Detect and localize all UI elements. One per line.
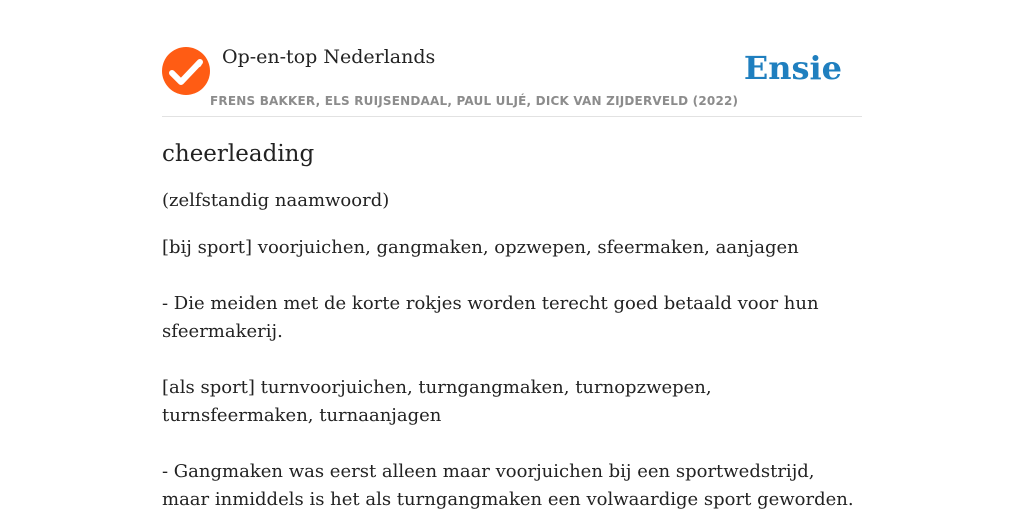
example-paragraph: - Gangmaken was eerst alleen maar voorjuichen bij een sportwedstrijd, maar inmiddels is het als turngangmaken een volwaardige sport geworden. bbox=[162, 461, 854, 510]
book-logo[interactable] bbox=[162, 47, 210, 95]
entry-word: cheerleading bbox=[162, 141, 315, 167]
definition-paragraph: [als sport] turnvoorjuichen, turngangmaken, turnopzwepen, turnsfeermaken, turnaanjagen bbox=[162, 377, 712, 426]
header bbox=[162, 0, 862, 117]
word-class: (zelfstandig naamwoord) bbox=[162, 190, 390, 211]
entry-content bbox=[162, 138, 862, 512]
definition-paragraph: [bij sport] voorjuichen, gangmaken, opzwepen, sfeermaken, aanjagen bbox=[162, 237, 799, 258]
example-paragraph: - Die meiden met de korte rokjes worden terecht goed betaald voor hun sfeermakerij. bbox=[162, 293, 819, 342]
brand-logo[interactable]: Ensie bbox=[743, 49, 842, 87]
book-title[interactable]: Op-en-top Nederlands bbox=[222, 46, 436, 68]
check-circle-icon bbox=[162, 47, 210, 95]
page bbox=[162, 0, 862, 512]
book-authors: FRENS BAKKER, ELS RUIJSENDAAL, PAUL ULJÉ, DICK VAN ZIJDERVELD (2022) bbox=[210, 94, 739, 108]
